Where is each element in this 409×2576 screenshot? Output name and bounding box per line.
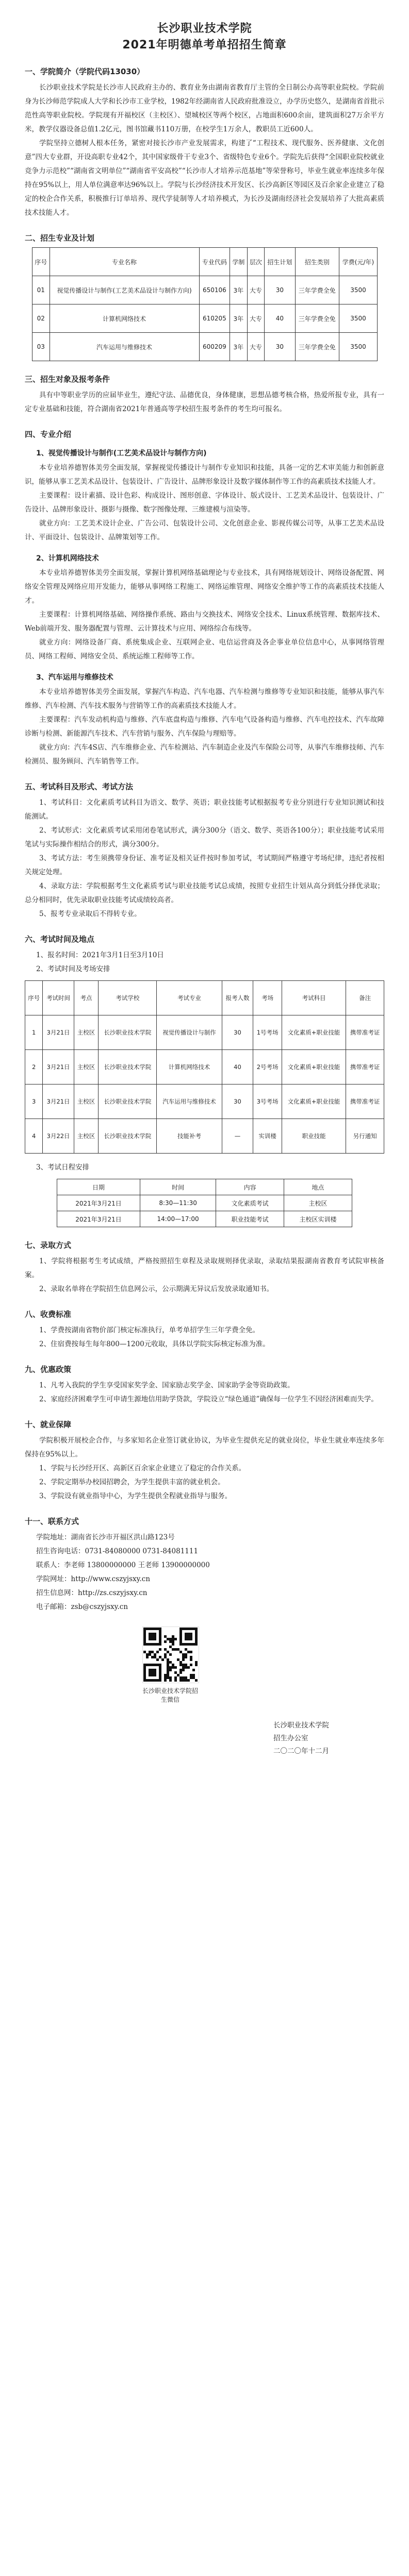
table-cell: 文化素质+职业技能 (282, 1050, 346, 1084)
qr-module (195, 1664, 198, 1666)
table-cell: 职业技能 (282, 1119, 346, 1154)
school-name: 长沙职业技术学院 (157, 22, 252, 35)
section-heading: 十、就业保障 (25, 1420, 72, 1429)
paragraph: 1、学院将根据考生考试成绩，严格按照招生章程及录取规则择优录取，录取结果报湖南省教育考试院审核备案。 (25, 1257, 384, 1279)
paragraph: 4、录取方法：学院根据考生文化素质考试与职业技能考试总成绩，按照专业招生计划从高分到低分择优录取；总分相同时，优先录取职业技能考试成绩较高者。 (25, 882, 384, 904)
contact-line: 招生咨询电话：0731-84080000 0731-84081111 (36, 1547, 199, 1555)
table-header: 招生类别 (295, 248, 339, 276)
paragraph: 3、考试日程安排 (36, 1163, 90, 1172)
paragraph: 本专业培养德智体美劳全面发展，掌握计算机网络基础理论与专业技术，具有网络规划设计、网络设备配置、网络安全管理及网络应用开发能力，能够从事网络工程施工、网络运维管理、网络安全维护等工作的高素质技术技能人才。 (25, 569, 384, 605)
qr-module (195, 1643, 198, 1646)
table-cell: 1号考场 (253, 1015, 282, 1050)
paragraph: 就业方向：工艺美术设计企业、广告公司、包装设计公司、文化创意企业、影视传媒公司等，从事工艺美术品设计、平面设计、包装设计、品牌策划等工作。 (25, 519, 384, 541)
qr-module (169, 1653, 172, 1656)
major-heading: 3、汽车运用与维修技术 (36, 673, 113, 682)
paragraph: 1、学院与长沙经开区、高新区百余家企业建立了稳定的合作关系。 (39, 1464, 246, 1472)
document-title: 2021年明德单考单招招生简章 (122, 39, 287, 52)
table-cell: 另行通知 (346, 1119, 384, 1154)
qr-module (187, 1679, 190, 1682)
paragraph: 本专业培养德智体美劳全面发展，掌握视觉传播设计与制作专业知识和技能，具备一定的艺术审美能力和创新意识，能够从事工艺美术品设计、包装设计、广告设计、品牌形象设计及数字媒体制作等工作的高素质技术技能人才。 (25, 464, 384, 486)
table-cell: 610205 (199, 304, 230, 333)
table-cell: 3 (25, 1084, 43, 1119)
paragraph: 3、学院设有就业指导中心，为学生提供全程就业指导与服务。 (39, 1492, 232, 1500)
table-header: 序号 (25, 981, 43, 1015)
qr-module (146, 1656, 149, 1658)
qr-module (169, 1669, 172, 1671)
table-cell: 3月22日 (43, 1119, 74, 1154)
section-heading: 八、收费标准 (25, 1310, 72, 1319)
table-cell: 文化素质+职业技能 (282, 1015, 346, 1050)
table-cell: 文化素质考试 (216, 1195, 284, 1211)
qr-module (182, 1669, 185, 1671)
qr-module (172, 1643, 174, 1646)
table-cell: 长沙职业技术学院 (99, 1084, 157, 1119)
table-cell: 30 (265, 276, 295, 304)
section-heading: 二、招生专业及计划 (25, 233, 95, 243)
table-header: 考场 (253, 981, 282, 1015)
table-header: 地点 (284, 1179, 352, 1195)
table-header: 学制 (230, 248, 248, 276)
table-cell: 3月21日 (43, 1084, 74, 1119)
table-cell: 计算机网络技术 (50, 304, 199, 333)
table-cell: 650106 (199, 276, 230, 304)
table-header: 考点 (74, 981, 98, 1015)
qr-module (179, 1671, 182, 1674)
qr-module (190, 1651, 192, 1653)
table-cell: 2021年3月21日 (57, 1211, 140, 1227)
table-row (32, 276, 378, 304)
contact-line[interactable]: 学院网址：http://www.cszyjsxy.cn (36, 1575, 151, 1583)
table-cell: 主校区 (74, 1119, 98, 1154)
qr-module (159, 1643, 161, 1646)
paragraph: 长沙职业技术学院是长沙市人民政府主办的、教育业务由湖南省教育厅主管的全日制公办高等职业院校。学院前身为长沙师范学院成人大学和长沙市工业学校，1982年经湖南省人民政府批准设立，办学历史悠久，是湖南省首批示范性高等职业院校。学院现有开福校区（主校区）、望城校区等两个校区，占地面积600余亩，建筑面积27万余平方米，教学仪器设备总值1.2亿元，图书馆藏书110万册，在校学生1万余人，教职员工近600人。 (25, 83, 384, 133)
table-cell: 30 (265, 333, 295, 361)
qr-module (154, 1638, 156, 1640)
paragraph: 学院积极开展校企合作，与多家知名企业签订就业协议，为毕业生提供充足的就业岗位，毕业生就业率连续多年保持在95%以上。 (25, 1436, 384, 1459)
table-cell: 长沙职业技术学院 (99, 1050, 157, 1084)
table-cell: 三年学费全免 (295, 333, 339, 361)
table-cell: 3500 (339, 276, 377, 304)
table-cell: 01 (32, 276, 50, 304)
major-heading: 2、计算机网络技术 (36, 554, 99, 563)
sign-date: 二〇二〇年十二月 (273, 1747, 329, 1755)
qr-module (187, 1666, 190, 1669)
table-cell: 三年学费全免 (295, 304, 339, 333)
contact-line: 学院地址：湖南省长沙市开福区洪山路123号 (36, 1533, 175, 1541)
paragraph: 1、考试科目：文化素质考试科目为语文、数学、英语；职业技能考试根据报考专业分别进行专业知识测试和技能测试。 (25, 799, 384, 821)
major-heading: 1、视觉传播设计与制作(工艺美术品设计与制作方向) (36, 449, 207, 457)
paragraph: 就业方向：汽车4S店、汽车维修企业、汽车检测站、汽车制造企业及汽车保险公司等，从事汽车维修技师、汽车检测员、服务顾问、汽车销售等工作。 (25, 743, 384, 766)
qr-module (159, 1648, 161, 1651)
section-heading: 一、学院简介（学院代码13030） (25, 67, 145, 76)
table-header-row (25, 981, 384, 1015)
table-cell: 职业技能考试 (216, 1211, 284, 1227)
table-cell: — (222, 1119, 253, 1154)
table-cell: 汽车运用与维修技术 (157, 1084, 222, 1119)
contact-line: 电子邮箱：zsb@cszyjsxy.cn (36, 1603, 128, 1611)
paragraph: 2、录取名单将在学院招生信息网公示，公示期满无异议后发放录取通知书。 (39, 1285, 274, 1293)
table-cell: 3号考场 (253, 1084, 282, 1119)
paragraph: 1、凡考入我院的学生享受国家奖学金、国家励志奖学金、国家助学金等资助政策。 (39, 1381, 295, 1389)
qr-module (164, 1679, 167, 1682)
qr-module (174, 1638, 177, 1640)
table-header: 考试学校 (99, 981, 157, 1015)
paragraph: 3、考试方法：考生须携带身份证、准考证及相关证件按时参加考试，考试期间严格遵守考场纪律，违纪者按相关规定处理。 (25, 854, 384, 876)
table-cell: 主校区实训楼 (284, 1211, 352, 1227)
table-cell: 携带准考证 (346, 1084, 384, 1119)
table-cell: 30 (222, 1084, 253, 1119)
table-row (32, 304, 378, 333)
table-cell: 携带准考证 (346, 1015, 384, 1050)
paragraph: 1、学费按湖南省物价部门核定标准执行，单考单招学生三年学费全免。 (39, 1326, 260, 1334)
table-header: 报考人数 (222, 981, 253, 1015)
sign-office: 招生办公室 (273, 1734, 308, 1742)
table-row (25, 1015, 384, 1050)
table-cell: 大专 (247, 333, 265, 361)
qr-module (161, 1658, 164, 1661)
table-header: 专业名称 (50, 248, 199, 276)
qr-module (192, 1669, 195, 1671)
sign-school: 长沙职业技术学院 (273, 1721, 329, 1730)
paragraph: 2、考试时间及考场安排 (36, 965, 110, 973)
paragraph: 2、家庭经济困难学生可申请生源地信用助学贷款，学院设立“绿色通道”确保每一位学生不因经济困难而失学。 (39, 1395, 378, 1403)
table-cell: 汽车运用与维修技术 (50, 333, 199, 361)
table-header: 内容 (216, 1179, 284, 1195)
table-cell: 视觉传播设计与制作 (157, 1015, 222, 1050)
table-cell: 8:30—11:30 (140, 1195, 216, 1211)
qr-module (164, 1640, 167, 1643)
table-cell: 3年 (230, 304, 248, 333)
table-cell: 文化素质+职业技能 (282, 1084, 346, 1119)
paragraph: 主要课程：汽车发动机构造与维修、汽车底盘构造与维修、汽车电气设备构造与维修、汽车电控技术、汽车故障诊断与检测、新能源汽车技术、汽车营销与服务、汽车保险与理赔等。 (25, 716, 384, 738)
qr-module (174, 1679, 177, 1682)
qr-block (142, 1626, 209, 1704)
table-cell: 计算机网络技术 (157, 1050, 222, 1084)
table-cell: 大专 (247, 304, 265, 333)
qr-module (169, 1679, 172, 1682)
table-cell: 4 (25, 1119, 43, 1154)
qr-module (174, 1666, 177, 1669)
table-header: 考试专业 (157, 981, 222, 1015)
table-cell: 02 (32, 304, 50, 333)
table-cell: 主校区 (74, 1084, 98, 1119)
qr-module (156, 1658, 159, 1661)
contact-line[interactable]: 招生信息网：http://zs.cszyjsxy.cn (36, 1589, 148, 1597)
section-heading: 三、招生对象及报考条件 (25, 375, 110, 384)
table-cell: 3月21日 (43, 1015, 74, 1050)
table-header: 学费(元/年) (339, 248, 377, 276)
qr-module (182, 1658, 185, 1661)
table-cell: 1 (25, 1015, 43, 1050)
paragraph: 就业方向：网络设备厂商、系统集成企业、互联网企业、电信运营商及各企事业单位信息中心，从事网络管理员、网络工程师、网络安全员、系统运维工程师等工作。 (25, 638, 384, 660)
table-cell: 视觉传播设计与制作(工艺美术品设计与制作方向) (50, 276, 199, 304)
table-header: 专业代码 (199, 248, 230, 276)
qr-module (190, 1664, 192, 1666)
section-heading: 七、录取方式 (25, 1241, 72, 1250)
table-header: 考试时间 (43, 981, 74, 1015)
paragraph: 本专业培养德智体美劳全面发展，掌握汽车构造、汽车电器、汽车检测与维修等专业知识和技能，能够从事汽车维修、汽车检测、汽车技术服务与营销等工作的高素质技术技能人才。 (25, 688, 384, 710)
table-cell: 40 (265, 304, 295, 333)
table-header-row (32, 248, 378, 276)
table-cell: 600209 (199, 333, 230, 361)
table-cell: 30 (222, 1015, 253, 1050)
paragraph: 学院坚持立德树人根本任务，紧密对接长沙市产业发展需求，构建了“工程技术、现代服务、医养健康、文化创意”四大专业群，开设高职专业42个，其中国家级骨干专业3个、省级特色专业6个。学院先后获得“全国职业院校就业竞争力示范校”“湖南省文明单位”“湖南省平安高校”“长沙市人才培养示范基地”等荣誉称号，毕业生就业率连续多年保持在95%以上，用人单位满意率达96%以上。学院与长沙经济技术开发区、长沙高新区等园区及百余家企业建立了稳定的校企合作关系，积极推行订单培养、现代学徒制等人才培养模式，为长沙及湖南经济社会发展培养了大批高素质技术技能人才。 (25, 139, 384, 217)
section-heading: 五、考试科目及形式、考试方法 (25, 782, 134, 791)
table-cell: 3500 (339, 333, 377, 361)
contact-line: 联系人：李老师 13800000000 王老师 13900000000 (36, 1561, 210, 1569)
enrollment-plan-table (32, 247, 378, 361)
table-header: 层次 (247, 248, 265, 276)
table-row (57, 1211, 352, 1227)
paragraph: 主要课程：设计素描、设计色彩、构成设计、图形创意、字体设计、版式设计、工艺美术品设计、包装设计、广告设计、品牌形象设计、摄影与摄像、数字图像处理、三维建模与渲染等。 (25, 492, 384, 514)
table-cell: 3500 (339, 304, 377, 333)
table-cell: 大专 (247, 276, 265, 304)
paragraph: 2、住宿费按每生每年800—1200元收取，具体以学院实际核定标准为准。 (39, 1340, 270, 1348)
table-cell: 2号考场 (253, 1050, 282, 1084)
paragraph: 2、考试形式：文化素质考试采用闭卷笔试形式，满分300分（语文、数学、英语各100分）；职业技能考试采用笔试与实际操作相结合的形式，满分300分。 (25, 826, 384, 849)
qr-module (154, 1674, 156, 1676)
qr-module (185, 1656, 187, 1658)
table-row (57, 1195, 352, 1211)
qr-module (190, 1658, 192, 1661)
qr-module (190, 1638, 192, 1640)
table-row (25, 1050, 384, 1084)
table-cell: 3月21日 (43, 1050, 74, 1084)
paragraph: 主要课程：计算机网络基础、网络操作系统、路由与交换技术、网络安全技术、Linux系统管理、数据库技术、Web前端开发、服务器配置与管理、云计算技术与应用、网络综合布线等。 (25, 611, 384, 633)
paragraph: 2、学院定期举办校园招聘会，为学生提供丰富的就业机会。 (39, 1478, 225, 1486)
paragraph: 具有中等职业学历的应届毕业生，遵纪守法、品德优良，身体健康，思想品德考核合格，热爱所报专业，具有一定专业基础和技能，符合湖南省2021年普通高等学校招生报考条件的考生均可报名。 (25, 391, 384, 413)
table-cell: 2 (25, 1050, 43, 1084)
table-cell: 3年 (230, 333, 248, 361)
signature-block (273, 1719, 409, 1758)
table-cell: 实训楼 (253, 1119, 282, 1154)
table-header: 序号 (32, 248, 50, 276)
section-heading: 四、专业介绍 (25, 430, 72, 439)
table-header: 日期 (57, 1179, 140, 1195)
table-row (25, 1119, 384, 1154)
table-row (32, 333, 378, 361)
qr-code-icon (142, 1626, 199, 1683)
table-cell: 长沙职业技术学院 (99, 1015, 157, 1050)
table-cell: 14:00—17:00 (140, 1211, 216, 1227)
table-header: 备注 (346, 981, 384, 1015)
table-cell: 长沙职业技术学院 (99, 1119, 157, 1154)
table-cell: 三年学费全免 (295, 276, 339, 304)
qr-module (159, 1679, 161, 1682)
table-cell: 技能补考 (157, 1119, 222, 1154)
qr-module (156, 1651, 159, 1653)
table-header-row (57, 1179, 352, 1195)
exam-arrangement-table (25, 980, 384, 1154)
table-row (25, 1084, 384, 1119)
paragraph: 1、报名时间：2021年3月1日至3月10日 (36, 951, 164, 959)
table-cell: 主校区 (74, 1050, 98, 1084)
exam-schedule-table (57, 1179, 352, 1227)
section-heading: 九、优惠政策 (25, 1365, 72, 1374)
paragraph: 5、报考专业录取后不得转专业。 (39, 910, 141, 918)
section-heading: 十一、联系方式 (25, 1517, 79, 1526)
table-cell: 40 (222, 1050, 253, 1084)
section-heading: 六、考试时间及地点 (25, 935, 95, 944)
qr-caption: 长沙职业技术学院招生微信 (142, 1687, 199, 1703)
table-header: 考试科目 (282, 981, 346, 1015)
table-cell: 2021年3月21日 (57, 1195, 140, 1211)
table-cell: 03 (32, 333, 50, 361)
table-cell: 主校区 (74, 1015, 98, 1050)
table-cell: 主校区 (284, 1195, 352, 1211)
table-header: 招生计划 (265, 248, 295, 276)
qr-module (195, 1679, 198, 1682)
table-cell: 携带准考证 (346, 1050, 384, 1084)
table-cell: 3年 (230, 276, 248, 304)
table-header: 时间 (140, 1179, 216, 1195)
